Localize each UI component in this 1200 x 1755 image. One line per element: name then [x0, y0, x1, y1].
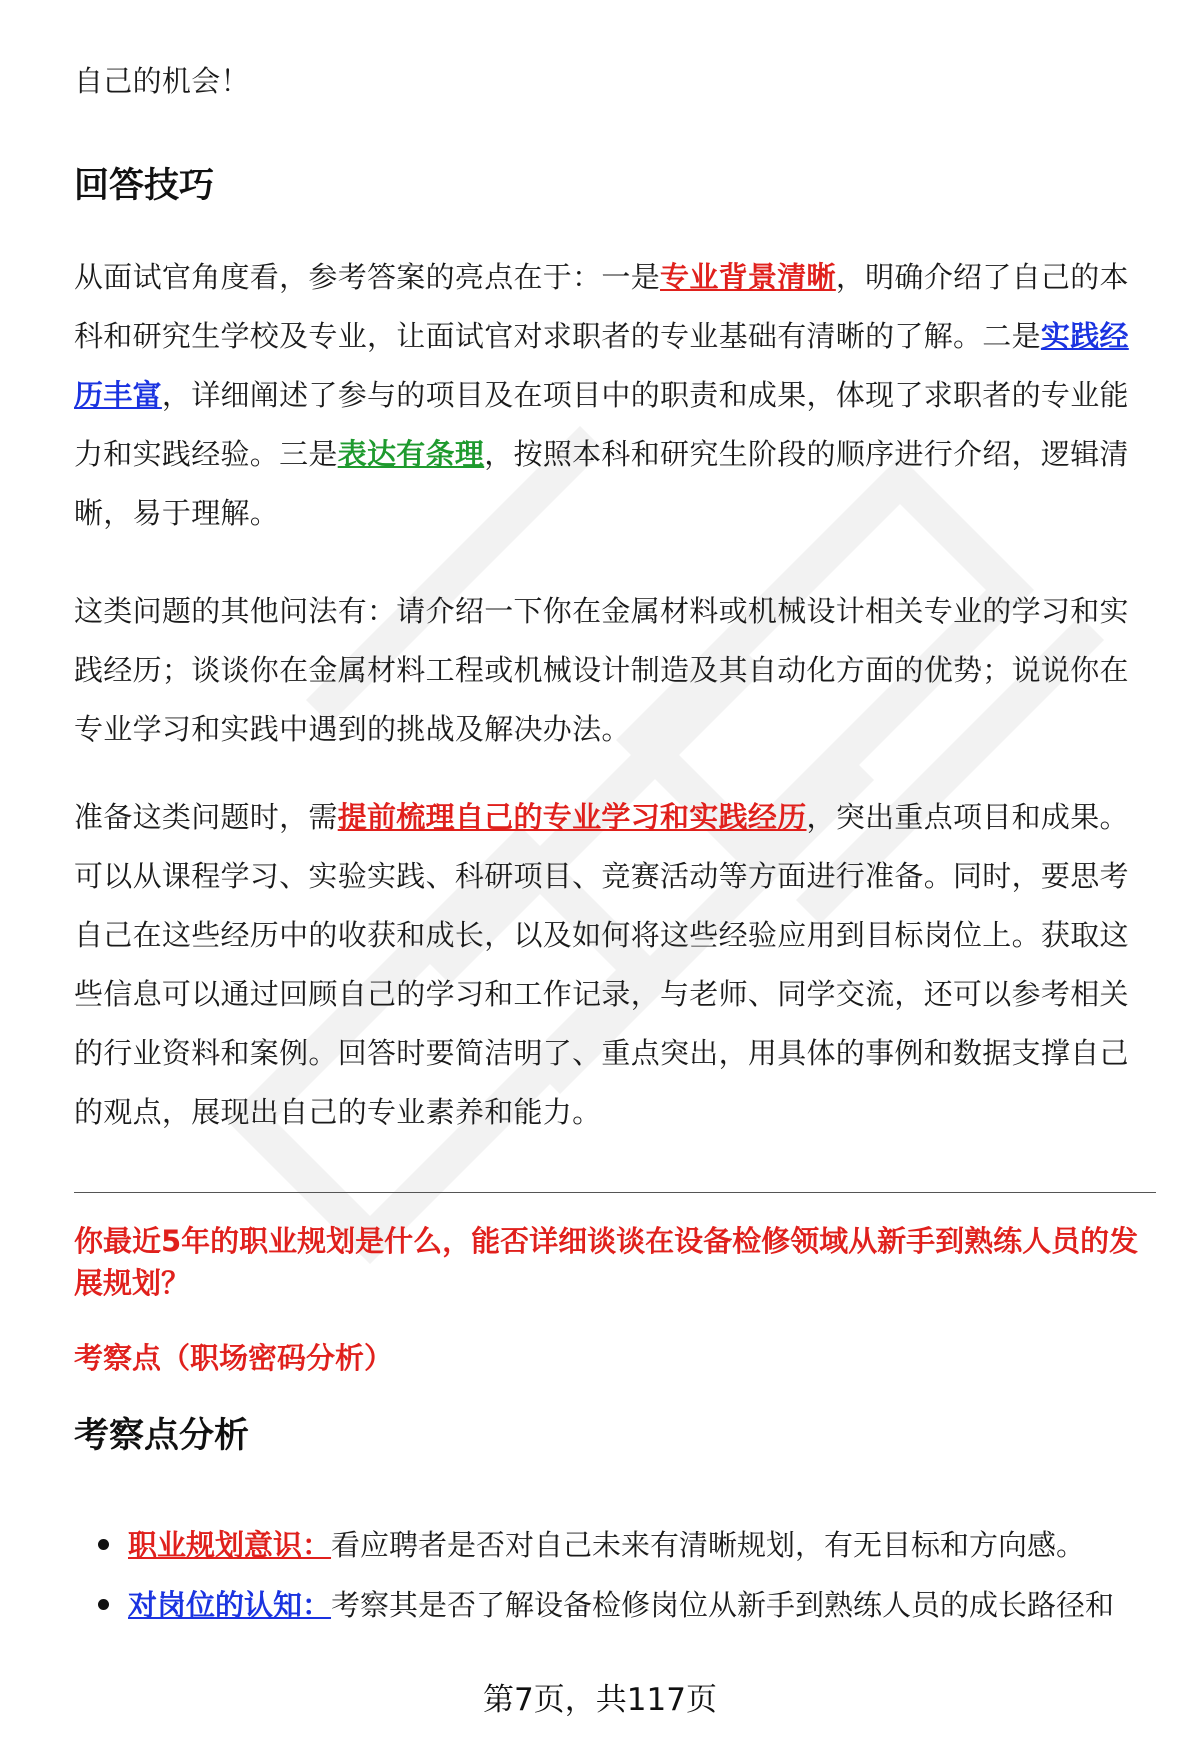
text-segment: 从面试官角度看，参考答案的亮点在于：一是	[74, 260, 661, 294]
bullet-icon	[98, 1539, 109, 1550]
tips-paragraph-3	[74, 788, 1156, 1142]
tips-heading: 回答技巧	[74, 166, 215, 206]
text-segment: ，详细阐述了参与的项目及在项目中的职责和成果，体现了求职者的专业能力和实践经验。三是	[74, 378, 1129, 471]
highlight-professional-background: 专业背景清晰	[660, 260, 836, 294]
text-segment: ，按照本科和研究生阶段的顺序进行介绍，逻辑清晰，易于理解。	[74, 437, 1129, 530]
highlight-prepare-in-advance: 提前梳理自己的专业学习和实践经历	[337, 800, 807, 834]
interview-question: 你最近5年的职业规划是什么，能否详细谈谈在设备检修领域从新手到熟练人员的发展规划？	[74, 1224, 1139, 1300]
bullet-text: 考察其是否了解设备检修岗位从新手到熟练人员的成长路径和	[331, 1588, 1115, 1622]
exam-point-label: 考察点（职场密码分析）	[74, 1341, 394, 1375]
bullet-item	[74, 1515, 1156, 1575]
bullet-text: 看应聘者是否对自己未来有清晰规划，有无目标和方向感。	[331, 1528, 1086, 1562]
bullet-icon	[98, 1599, 109, 1610]
bullet-label: 对岗位的认知：	[128, 1588, 332, 1622]
analysis-heading: 考察点分析	[74, 1416, 250, 1456]
text-segment: ，明确介绍了自己的本科和研究生学校及专业，让面试官对求职者的专业基础有清晰的了解。二是	[74, 260, 1129, 353]
bullet-item	[74, 1575, 1156, 1635]
tips-paragraph-1	[74, 248, 1156, 543]
analysis-bullet-list	[74, 1515, 1156, 1635]
continued-line: 自己的机会！	[74, 64, 250, 98]
bullet-label: 职业规划意识：	[128, 1528, 332, 1562]
section-divider	[74, 1192, 1156, 1193]
text-segment: ，突出重点项目和成果。可以从课程学习、实验实践、科研项目、竞赛活动等方面进行准备。同时，要思考自己在这些经历中的收获和成长，以及如何将这些经验应用到目标岗位上。获取这些信息可以通过回顾自己的学习和工作记录，与老师、同学交流，还可以参考相关的行业资料和案例。回答时要简洁明了、重点突出，用具体的事例和数据支撑自己的观点，展现出自己的专业素养和能力。	[74, 800, 1129, 1129]
text-segment: 准备这类问题时，需	[74, 800, 338, 834]
highlight-practical-experience: 实践经历丰富	[74, 319, 1129, 412]
page-number-footer: 第7页，共117页	[483, 1682, 717, 1718]
tips-paragraph-2: 这类问题的其他问法有：请介绍一下你在金属材料或机械设计相关专业的学习和实践经历；谈谈你在金属材料工程或机械设计制造及其自动化方面的优势；说说你在专业学习和实践中遇到的挑战及解决办法。	[74, 594, 1129, 746]
highlight-organized-expression: 表达有条理	[337, 437, 485, 471]
